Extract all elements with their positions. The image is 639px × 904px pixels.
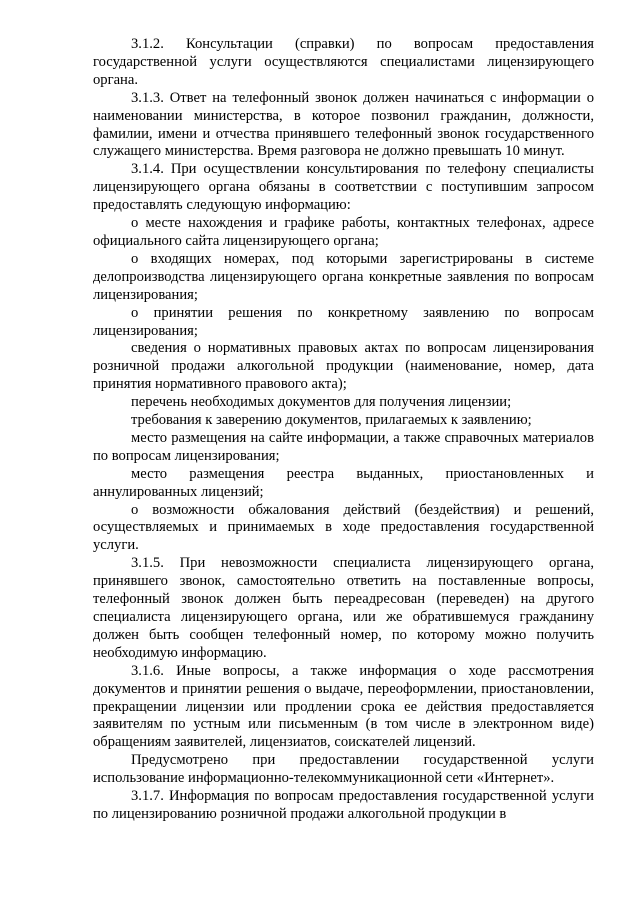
list-item-legal-acts: сведения о нормативных правовых актах по вопросам лицензирования розничной продажи алкогольной продукции (наименование, номер, дата принятия нормативного правового акта);	[93, 340, 594, 393]
list-item-registry: место размещения реестра выданных, приостановленных и аннулированных лицензий;	[93, 465, 594, 500]
paragraph-internet: Предусмотрено при предоставлении государственной услуги использование информационно-телекоммуникационной сети «Интернет».	[93, 752, 594, 787]
list-item-certification: требования к заверению документов, прилагаемых к заявлению;	[131, 412, 532, 429]
paragraph-3-1-2: 3.1.2. Консультации (справки) по вопросам предоставления государственной услуги осуществляются специалистами лицензирующего органа.	[93, 36, 594, 88]
paragraph-3-1-5: 3.1.5. При невозможности специалиста лицензирующего органа, принявшего звонок, самостоятельно ответить на поставленные вопросы, телефонный звонок должен быть переадресован (переведен) на другого специалиста лицензирующего органа, или же обратившемуся гражданину должен быть сообщен телефонный номер, по которому можно получить необходимую информацию.	[93, 555, 594, 661]
paragraph-3-1-7: 3.1.7. Информация по вопросам предоставления государственной услуги по лицензированию розничной продажи алкогольной продукции в	[93, 788, 594, 822]
paragraph-3-1-3: 3.1.3. Ответ на телефонный звонок должен начинаться с информации о наименовании министерства, в которое позвонил гражданин, должности, фамилии, имени и отчества принявшего телефонный звонок государственного служащего министерства. Время разговора не должно превышать 10 минут.	[93, 89, 594, 160]
list-item-documents: перечень необходимых документов для получения лицензии;	[131, 394, 512, 411]
list-item-decision: о принятии решения по конкретному заявлению по вопросам лицензирования;	[93, 304, 594, 339]
list-item-location-info: о месте нахождения и графике работы, контактных телефонах, адресе официального сайта лицензирующего органа;	[93, 215, 594, 249]
document-body	[93, 36, 594, 824]
list-item-website-info: место размещения на сайте информации, а также справочных материалов по вопросам лицензирования;	[93, 429, 594, 464]
paragraph-3-1-4: 3.1.4. При осуществлении консультирования по телефону специалисты лицензирующего органа обязаны в соответствии с поступившим запросом предоставлять следующую информацию:	[93, 161, 594, 214]
paragraph-3-1-6: 3.1.6. Иные вопросы, а также информация о ходе рассмотрения документов и принятии решения о выдаче, переоформлении, приостановлении, прекращении лицензии или продлении срока ее действия предоставляется заявителям по устным или письменным (в том числе в электронном виде) обращениям заявителей, лицензиатов, соискателей лицензий.	[93, 662, 594, 751]
list-item-incoming-numbers: о входящих номерах, под которыми зарегистрированы в системе делопроизводства лицензирующего органа конкретные заявления по вопросам лицензирования;	[93, 250, 594, 303]
list-item-appeal: о возможности обжалования действий (бездействия) и решений, осуществляемых и принимаемых в ходе предоставления государственной услуги.	[93, 501, 594, 554]
